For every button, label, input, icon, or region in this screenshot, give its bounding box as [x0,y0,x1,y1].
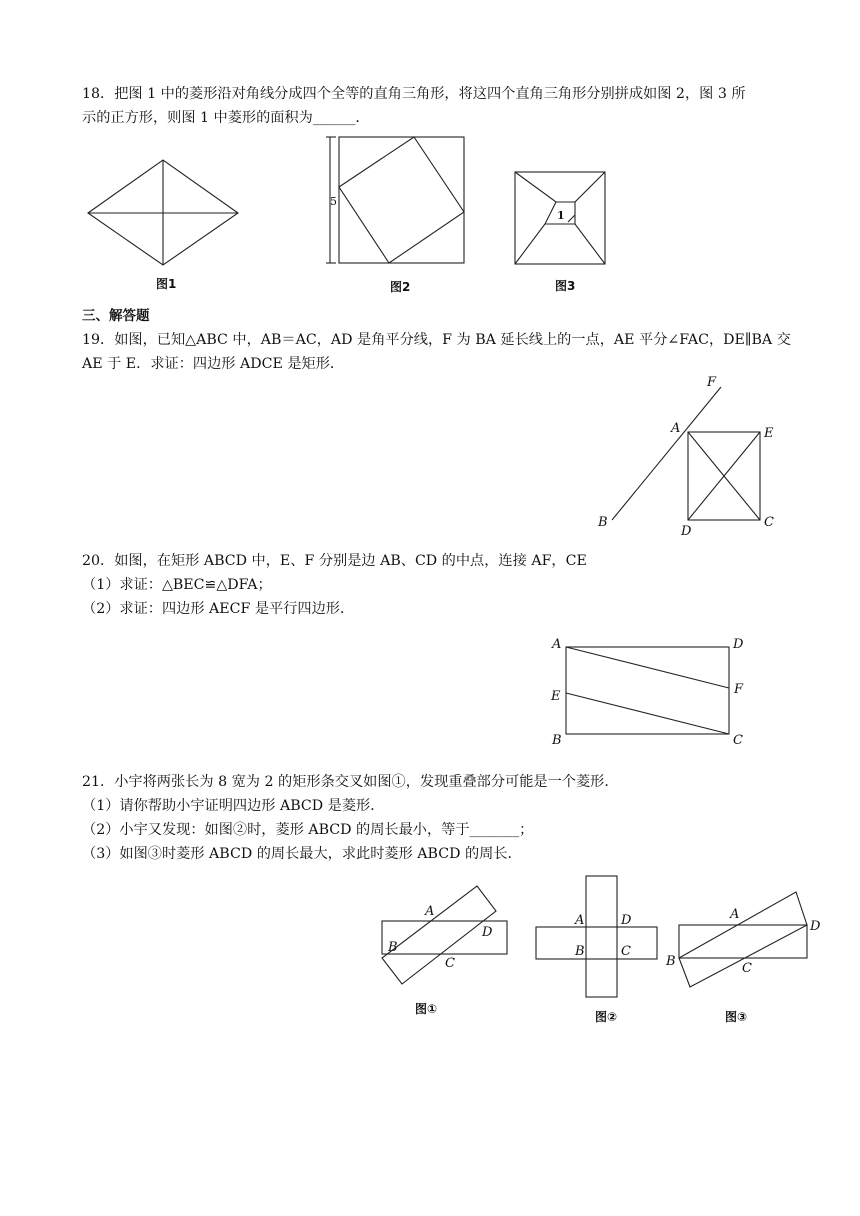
q20-line3: （2）求证：四边形 AECF 是平行四边形． [82,601,355,617]
q21-fig3-label-B: B [666,954,676,969]
q18-line2: 示的正方形，则图 1 中菱形的面积为______． [82,110,370,126]
q20-label-F: F [734,682,744,697]
q21-fig2-label-C: C [621,944,631,959]
q19-line2: AE 于 E．求证：四边形 ADCE 是矩形． [82,356,345,372]
q19-label-B: B [598,515,608,530]
q21-fig3-label-C: C [742,961,752,976]
q19-label-D: D [681,524,692,539]
q21-line4: （3）如图③时菱形 ABCD 的周长最大，求此时菱形 ABCD 的周长． [82,846,522,862]
q21-fig1-label-B: B [388,940,398,955]
q21-line3: （2）小宇又发现：如图②时，菱形 ABCD 的周长最小，等于_______； [82,822,534,838]
q20-line1: 20．如图，在矩形 ABCD 中，E、F 分别是边 AB、CD 的中点，连接 AF，CE [82,553,587,569]
q21-fig2-label-B: B [575,944,585,959]
q20-label-E: E [551,689,561,704]
q20-label-A: A [552,637,562,652]
q21-fig2-label-D: D [621,913,632,928]
q21-fig1-caption: 图① [415,1002,438,1016]
q21-fig3-label-D: D [810,919,821,934]
q21-line2: （1）请你帮助小宇证明四边形 ABCD 是菱形． [82,798,385,814]
q20-line2: （1）求证：△BEC≌△DFA； [82,577,272,593]
q19-label-F: F [707,375,717,390]
q21-fig3-label-A: A [730,907,740,922]
q19-label-E: E [764,426,774,441]
q18-fig3-caption: 图3 [555,279,576,293]
q21-line1: 21．小宇将两张长为 8 宽为 2 的矩形条交叉如图①，发现重叠部分可能是一个菱形． [82,774,619,790]
q18-line1: 18．把图 1 中的菱形沿对角线分成四个全等的直角三角形，将这四个直角三角形分别拼成如图 2，图 3 所 [82,86,746,102]
q21-fig1-label-A: A [425,904,435,919]
q18-fig3-inner-label: 1 [557,209,565,222]
q20-label-B: B [552,733,562,748]
q21-fig1-label-D: D [482,925,493,940]
q21-fig2-label-A: A [575,913,585,928]
q19-label-C: C [764,515,774,530]
q18-fig2-caption: 图2 [390,280,411,294]
q19-label-A: A [671,421,681,436]
q20-label-D: D [733,637,744,652]
q19-line1: 19．如图，已知△ABC 中，AB＝AC，AD 是角平分线，F 为 BA 延长线上的一点，AE 平分∠FAC，DE∥BA 交 [82,332,791,348]
q21-fig3-caption: 图③ [725,1010,748,1024]
q21-fig2-caption: 图② [595,1010,618,1024]
q18-fig1-caption: 图1 [156,277,177,291]
section3-title: 三、解答题 [82,308,150,324]
q18-fig2-side-label: 5 [330,195,337,208]
q20-label-C: C [733,733,743,748]
q21-fig1-label-C: C [445,956,455,971]
